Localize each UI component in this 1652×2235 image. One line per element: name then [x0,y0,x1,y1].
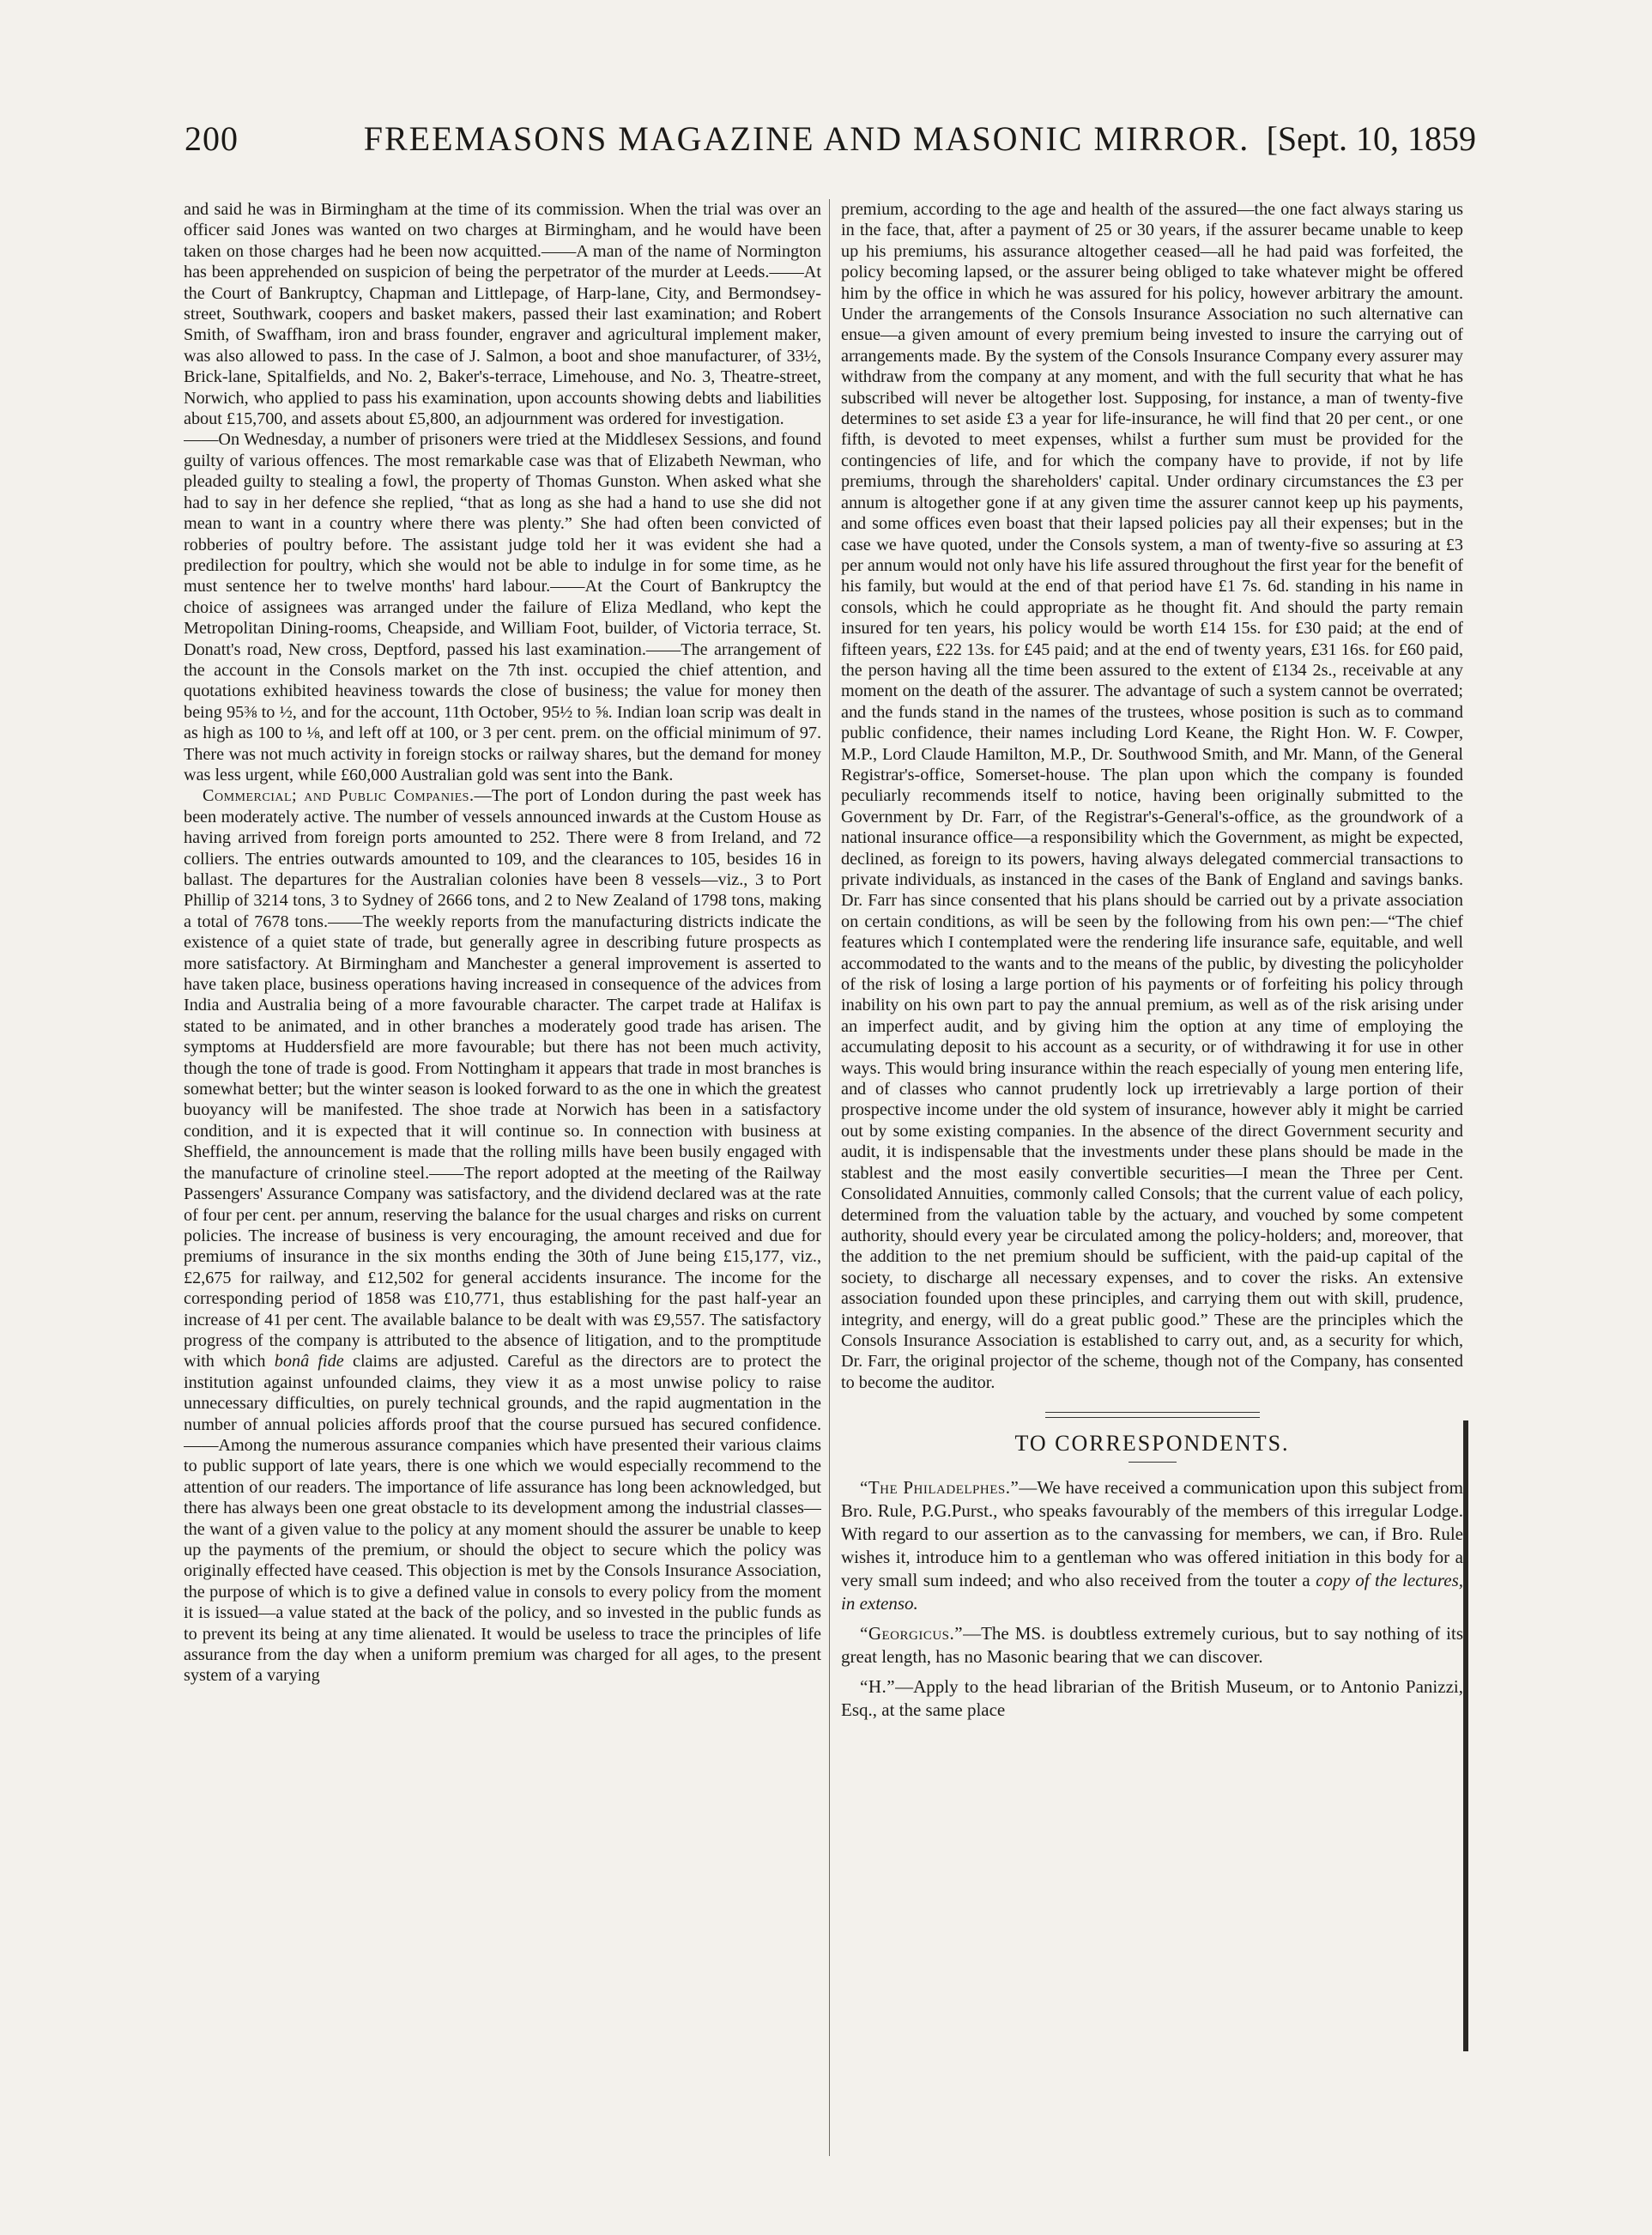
bona-fide-italic: bonâ fide [274,1352,344,1372]
correspondent-item [841,1622,1463,1669]
correspondent-italic: copy of the lectures, in extenso. [841,1569,1463,1614]
left-paragraph-2: ——On Wednesday, a number of prisoners were tried at the Middlesex Sessions, and found guilty of various offences. The most remarkable case was that of Elizabeth Newman, who pleaded guilty to stealing a fowl, the property of Thomas Gunston. When asked what she had to say in her defence she replied, “that as long as she had a hand to use she did not mean to want in a country where there was plenty.” She had often been convicted of robberies of poultry before. The assistant judge told her it was evident she had a predilection for poultry, which she would not be able to indulge in for some time, as he must sentence her to twelve months' hard labour.——At the Court of Bankruptcy the choice of assignees was arranged under the failure of Eliza Medland, who kept the Metropolitan Dining-rooms, Cheapside, and William Foot, builder, of Victoria terrace, St. Donatt's road, New cross, Deptford, passed his last examination.——The arrangement of the account in the Consols market on the 7th inst. occupied the chief attention, and quotations exhibited heaviness towards the close of business; the value for money then being 95⅜ to ½, and for the account, 11th October, 95½ to ⅝. Indian loan scrip was dealt in as high as 100 to ⅛, and left off at 100, or 3 per cent. prem. on the official minimum of 97. There was not much activity in foreign stocks or railway shares, but the demand for money was less urgent, while £60,000 Australian gold was sent into the Bank. [184,430,821,784]
right-column [841,199,1463,2173]
correspondents-heading: TO CORRESPONDENTS. [1014,1431,1290,1457]
column-divider [829,199,830,2156]
page-header [185,118,1476,175]
page-number: 200 [185,119,239,158]
correspondent-text: —Apply to the head librarian of the British Museum, or to Antonio Panizzi, Esq., at the same place [841,1675,1463,1720]
left-column [184,199,821,2156]
commercial-text-continued: claims are adjusted. Careful as the directors are to protect the institution against unfounded claims, they view it as a most unwise policy to raise unnecessary difficulties, on purely technical grounds, and the rapid augmentation in the number of annual policies affords proof that the course pursued has secured confidence.——Among the numerous assurance companies which have presented their various claims to public support of late years, there is one which we would especially recommend to the attention of our readers. The importance of life assurance has long been acknowledged, but there has always been one great obstacle to its development among the industrial classes—the want of a given value to the policy at any moment should the assurer be unable to keep up the payments of the premium, or should the object to secure which the policy was originally effected have ceased. This objection is met by the Consols Insurance Association, the purpose of which is to give a defined value in consols to every policy from the moment it is issued—a value stated at the back of the policy, and so invested in the public funds as to prevent its being at any time alienated. It would be useless to trace the principles of life assurance from the day when a uniform premium was charged for all ages, to the present system of a varying [184,1352,821,1686]
left-paragraph-1: and said he was in Birmingham at the time of its commission. When the trial was over an officer said Jones was wanted on two charges at Birmingham, and he would have been taken on those charges had he been now acquitted.——A man of the name of Normington has been apprehended on suspicion of being the perpetrator of the murder at Leeds.——At the Court of Bankruptcy, Chapman and Littlepage, of Harp-lane, City, and Bermondsey-street, Southwark, coopers and basket makers, passed their last examination; and Robert Smith, of Swaffham, iron and brass founder, engraver and agricultural implement maker, was also allowed to pass. In the case of J. Salmon, a boot and shoe manufacturer, of 33½, Brick-lane, Spitalfields, and No. 2, Baker's-terrace, Limehouse, and No. 3, Theatre-street, Norwich, who applied to pass his examination, upon accounts showing debts and liabilities about £15,700, and assets about £5,800, an adjournment was ordered for investigation. [184,200,821,429]
margin-thick-rule [1463,1420,1468,2051]
masthead-title: FREEMASONS MAGAZINE AND MASONIC MIRROR. [363,119,1250,158]
correspondent-lead: “H.” [860,1675,896,1697]
heading-underline [1129,1462,1177,1463]
correspondent-item [841,1476,1463,1615]
correspondent-text: —We have received a communication upon this subject from Bro. Rule, P.G.Purst., who speaks favourably of the members of this irregular Lodge. With regard to our assertion as to the canvassing for members, we can, if Bro. Rule wishes it, introduce him to a gentleman who was offered initiation in this body for a very small sum indeed; and who also received from the touter a [841,1476,1463,1590]
correspondent-text: —The MS. is doubtless extremely curious, but to say nothing of its great length, has no Masonic bearing that we can discover. [841,1622,1463,1667]
section-double-rule [1045,1412,1260,1418]
correspondent-lead: “The Philadelphes.” [860,1476,1020,1498]
correspondent-item [841,1675,1463,1722]
commercial-paragraph [184,785,821,1686]
issue-date: [Sept. 10, 1859 [1266,119,1476,158]
correspondents-list [841,1476,1463,1722]
correspondent-lead: “Georgicus.” [860,1622,964,1644]
commercial-text: —The port of London during the past week has been moderately active. The number of vessels announced inwards at the Custom House as having arrived from foreign ports amounted to 252. There were 8 from Ireland, and 72 colliers. The entries outwards amounted to 109, and the clearances to 105, besides 16 in ballast. The departures for the Australian colonies have been 8 vessels—viz., 3 to Port Phillip of 3214 tons, 3 to Sydney of 2666 tons, and 2 to New Zealand of 1798 tons, making a total of 7678 tons.——The weekly reports from the manufacturing districts indicate the existence of a quiet state of trade, but generally agree in describing future prospects as more satisfactory. At Birmingham and Manchester a general improvement is asserted to have taken place, business operations having increased in consequence of the advices from India and Australia being of a more favourable character. The carpet trade at Halifax is stated to be animated, and in other branches a moderately good trade has arisen. The symptoms at Huddersfield are more favourable; but there has not been much activity, though the tone of trade is good. From Nottingham it appears that trade in most branches is somewhat better; but the winter season is looked forward to as the one in which the greatest buoyancy will be manifested. The shoe trade at Norwich has been in a satisfactory condition, and it is expected that it will continue so. In connection with business at Sheffield, the announcement is made that the rolling mills have been busily engaged with the manufacture of crinoline steel.——The report adopted at the meeting of the Railway Passengers' Assurance Company was satisfactory, and the dividend declared was at the rate of four per cent. per annum, reserving the balance for the usual charges and risks on current policies. The increase of business is very encouraging, the amount received and due for premiums of insurance in the six months ending the 30th of June being £15,177, viz., £2,675 for railway, and £12,502 for general accidents insurance. The income for the corresponding period of 1858 was £10,771, thus establishing for the past half-year an increase of 41 per cent. The available balance to be dealt with was £9,557. The satisfactory progress of the company is attributed to the absence of litigation, and to the promptitude with which [184,786,821,1372]
right-paragraph-1: premium, according to the age and health of the assured—the one fact always staring us in the face, that, after a payment of 25 or 30 years, if the assurer became unable to keep up his premiums, his assurance altogether ceased—all he had paid was forfeited, the policy becoming lapsed, or the assurer being obliged to take whatever might be offered him by the office in which he was assured for his policy, however arbitrary the amount. Under the arrangements of the Consols Insurance Association no such alternative can ensue—a given amount of every premium being invested to insure the carrying out of arrangements made. By the system of the Consols Insurance Company every assurer may withdraw from the company at any moment, and with the full security that what he has subscribed will never be altogether lost. Supposing, for instance, a man of twenty-five determines to set aside £3 a year for life-insurance, he will find that 20 per cent., or one fifth, is devoted to meet expenses, whilst a further sum must be provided for the contingencies of life, and for which the company have to provide, if not by life premiums, through the shareholders' capital. Under ordinary circumstances the £3 per annum is altogether gone if at any given time the assurer cannot keep up his payments, and some offices even boast that their lapsed policies pay all their expenses; but in the case we have quoted, under the Consols system, a man of twenty-five so assuring at £3 per annum would not only have his life assured throughout the first year for the benefit of his family, but would at the end of that period have £1 7s. 6d. standing in his name in consols, which he could appropriate as he thought fit. And should the party remain insured for ten years, his policy would be worth £14 15s. for £30 paid; at the end of fifteen years, £22 13s. for £45 paid; and at the end of twenty years, £31 16s. for £60 paid, the person having all the time been assured to the extent of £134 2s., receivable at any moment on the death of the assurer. The advantage of such a system cannot be overrated; and the funds stand in the names of the trustees, whose position is such as to command public confidence, their names including Lord Keane, the Right Hon. W. F. Cowper, M.P., Lord Claude Hamilton, M.P., Dr. Southwood Smith, and Mr. Mann, of the General Registrar's-office, Somerset-house. The plan upon which the company is founded peculiarly recommends itself to notice, having been originally submitted to the Government by Dr. Farr, of the Registrar's-General's-office, as the groundwork of a national insurance office—a responsibility which the Government, as might be expected, declined, as foreign to its powers, having always delegated commercial transactions to private individuals, as instanced in the cases of the Bank of England and savings banks. Dr. Farr has since consented that his plans should be carried out by a private association on certain conditions, as will be seen by the following from his own pen:—“The chief features which I contemplated were the rendering life insurance safe, equitable, and well accommodated to the wants and to the means of the public, by divesting the policyholder of the risk of losing a large portion of his payments or of forfeiting his policy through inability on his own part to pay the annual premium, as well as of the risk arising under an imperfect audit, and by giving him the option at any time of employing the accumulating deposit to his account as a security, or of withdrawing it for use in other ways. This would bring insurance within the reach especially of young men entering life, and of classes who cannot prudently lock up irretrievably a large portion of their prospective income under the old system of insurance, however ably it might be carried out by some existing companies. In the absence of the direct Government security and audit, it is indispensable that the investments under these plans should be made in the stablest and the most easily convertible securities—I mean the Three per Cent. Consolidated Annuities, commonly called Consols; that the current value of each policy, determined from the valuation table by the actuary, and vouched by some competent authority, should every year be circulated among the policy-holders; and, moreover, that the addition to the net premium should be sufficient, with the paid-up capital of the society, to discharge all necessary expenses, and to cover the risks. An extensive association founded upon these principles, and carrying them out with skill, prudence, integrity, and energy, will do a great public good.” These are the principles which the Consols Insurance Association is established to carry out, and, as a security for which, Dr. Farr, the original projector of the scheme, though not of the Company, has consented to become the auditor. [841,200,1463,1392]
commercial-heading: Commercial; and Public Companies. [203,786,475,806]
